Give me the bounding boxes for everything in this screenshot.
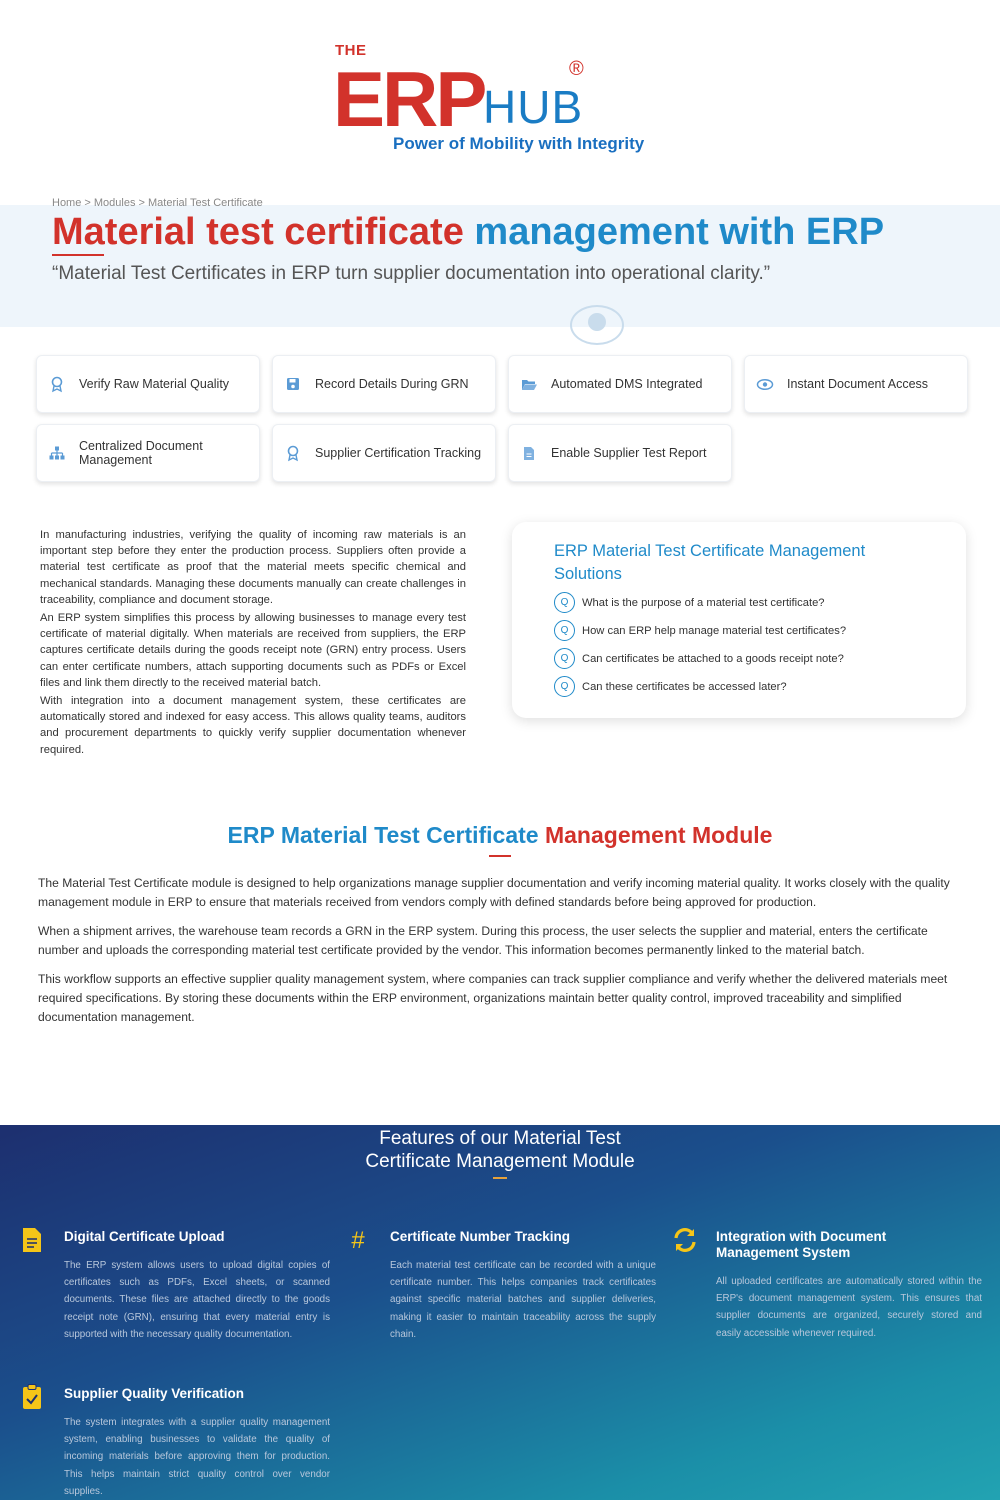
- feature-name: Integration with Document Management System: [716, 1229, 887, 1260]
- chip-label: Supplier Certification Tracking: [315, 446, 482, 460]
- module-title-blue: ERP Material Test Certificate: [227, 822, 539, 848]
- sitemap-icon: [49, 445, 65, 461]
- chip-supplier-certification-tracking[interactable]: [272, 424, 496, 482]
- features-title-underline: [493, 1177, 507, 1179]
- intro-paragraph: With integration into a document management system, these certificates are automatically stored and indexed for easy access. This allows quality teams, auditors and procurement departments to quickly verify supplier documentation whenever required.: [40, 695, 466, 756]
- hero-quote: “Material Test Certificates in ERP turn supplier documentation into operational clarity.”: [52, 263, 771, 284]
- logo-erp-text: ERP: [333, 55, 485, 143]
- features-title-line2: Certificate Management Module: [365, 1151, 635, 1172]
- faq-title: ERP Material Test Certificate Management Solutions: [554, 542, 866, 583]
- question-icon: Q: [554, 648, 575, 669]
- module-body: [38, 874, 958, 1037]
- intro-text: [40, 527, 466, 760]
- chip-automated-dms-integrated[interactable]: [508, 355, 732, 413]
- module-paragraph: When a shipment arrives, the warehouse team records a GRN in the ERP system. During this process, the user selects the supplier and material, enters the certificate number and uploads the corresponding material test certificate provided by the vendor. This information becomes permanently linked to the material batch.: [38, 924, 928, 957]
- logo-hub-text: HUB: [483, 81, 584, 133]
- feature-description: The system integrates with a supplier quality management system, enabling businesses to validate the quality of incoming materials before approving them for production. This helps maintain strict quality control over vendor supplies.: [64, 1417, 330, 1497]
- chip-record-details-during-grn[interactable]: [272, 355, 496, 413]
- intro-paragraph: An ERP system simplifies this process by allowing businesses to manage every test certificate of material digitally. When materials are received from suppliers, the ERP captures certificate details during the goods receipt note (GRN) entry process. Users can enter certificate numbers, attach supporting documents such as PDFs or Excel files and link them directly to the received material batch.: [40, 612, 466, 689]
- intro-paragraph: In manufacturing industries, verifying the quality of incoming raw materials is an important step before they enter the production process. Suppliers often provide a material test certificate as proof that the material meets specific chemical and mechanical standards. Managing these documents manually can create challenges in traceability, compliance and document storage.: [40, 529, 466, 606]
- feature-description: Each material test certificate can be recorded with a unique certificate number. This helps companies track certificates against specific material batches and supplier deliveries, making it easier to maintain traceability across the supply chain.: [390, 1260, 656, 1340]
- chip-label: Instant Document Access: [787, 377, 929, 391]
- module-paragraph: The Material Test Certificate module is designed to help organizations manage supplier documentation and verify incoming material quality. It works closely with the quality management module in ERP to ensure that materials received from vendors comply with defined standards before being approved for production.: [38, 876, 950, 909]
- module-title-underline: [489, 855, 511, 857]
- faq-item[interactable]: [554, 648, 844, 669]
- features-title-line1: Features of our Material Test: [379, 1128, 621, 1149]
- faq-item[interactable]: [554, 620, 846, 641]
- logo-registered-mark: ®: [569, 58, 584, 80]
- module-paragraph: This workflow supports an effective supplier quality management system, where companies can track supplier compliance and verify whether the delivered materials meet required specifications. By storing these documents within the ERP environment, organizations maintain better quality control, improved traceability and simplified documentation management.: [38, 972, 948, 1024]
- chip-verify-raw-material-quality[interactable]: [36, 355, 260, 413]
- medal-icon: [285, 445, 301, 461]
- feature-name: Digital Certificate Upload: [64, 1229, 225, 1244]
- chip-enable-supplier-test-report[interactable]: [508, 424, 732, 482]
- sync-icon: [672, 1227, 696, 1255]
- chip-label: Verify Raw Material Quality: [79, 377, 230, 391]
- question-icon: Q: [554, 592, 575, 613]
- logo-the-text: THE: [335, 42, 367, 59]
- erp-hub-logo[interactable]: [333, 40, 673, 165]
- chip-label: Automated DMS Integrated: [551, 377, 703, 391]
- file-icon: [521, 445, 537, 461]
- question-icon: Q: [554, 676, 575, 697]
- feature-description: All uploaded certificates are automatically stored within the ERP's document management system. This ensures that supplier documents are organized, securely stored and easily accessible whenever required.: [716, 1276, 982, 1339]
- faq-item[interactable]: [554, 676, 787, 697]
- folder-open-icon: [521, 376, 537, 392]
- hashtag-icon: #: [351, 1227, 365, 1254]
- features-section: [0, 1125, 1000, 1500]
- medal-icon: [49, 376, 65, 392]
- module-section-title: [0, 822, 1000, 849]
- save-icon: [285, 376, 301, 392]
- feature-description: The ERP system allows users to upload digital copies of certificates such as PDFs, Excel sheets, or scanned documents. These files are attached directly to the goods receipt note (GRN), ensuring that every material entry is supported with the necessary quality documentation.: [64, 1260, 330, 1340]
- title-underline: [52, 254, 104, 256]
- feature-name: Certificate Number Tracking: [390, 1229, 571, 1244]
- page-title-red: Material test certificate: [52, 211, 464, 253]
- faq-question: How can ERP help manage material test certificates?: [582, 624, 847, 637]
- scroll-down-icon[interactable]: [570, 305, 624, 345]
- faq-card: [512, 522, 966, 718]
- chip-label: Enable Supplier Test Report: [551, 446, 707, 460]
- eye-icon: [757, 376, 773, 392]
- feature-name: Supplier Quality Verification: [64, 1386, 245, 1401]
- page-title-blue: management with ERP: [474, 211, 885, 253]
- site-header: [0, 0, 1000, 205]
- breadcrumb[interactable]: Home > Modules > Material Test Certificate: [52, 197, 263, 209]
- faq-question: Can certificates be attached to a goods receipt note?: [582, 652, 844, 665]
- module-title-red: Management Module: [544, 822, 773, 848]
- faq-item[interactable]: [554, 592, 825, 613]
- question-icon: Q: [554, 620, 575, 641]
- chip-label: Record Details During GRN: [315, 377, 469, 391]
- chip-centralized-document-management[interactable]: [36, 424, 260, 482]
- file-text-icon: [20, 1227, 44, 1255]
- page-title: [52, 211, 884, 254]
- faq-question: What is the purpose of a material test certificate?: [582, 596, 825, 609]
- features-title: [0, 1127, 1000, 1173]
- clipboard-check-icon: [20, 1384, 44, 1412]
- faq-question: Can these certificates be accessed later?: [582, 680, 787, 693]
- chip-label: Centralized Document Management: [79, 439, 203, 467]
- chip-instant-document-access[interactable]: [744, 355, 968, 413]
- logo-tagline: Power of Mobility with Integrity: [393, 134, 645, 153]
- hero-banner: [0, 197, 1000, 327]
